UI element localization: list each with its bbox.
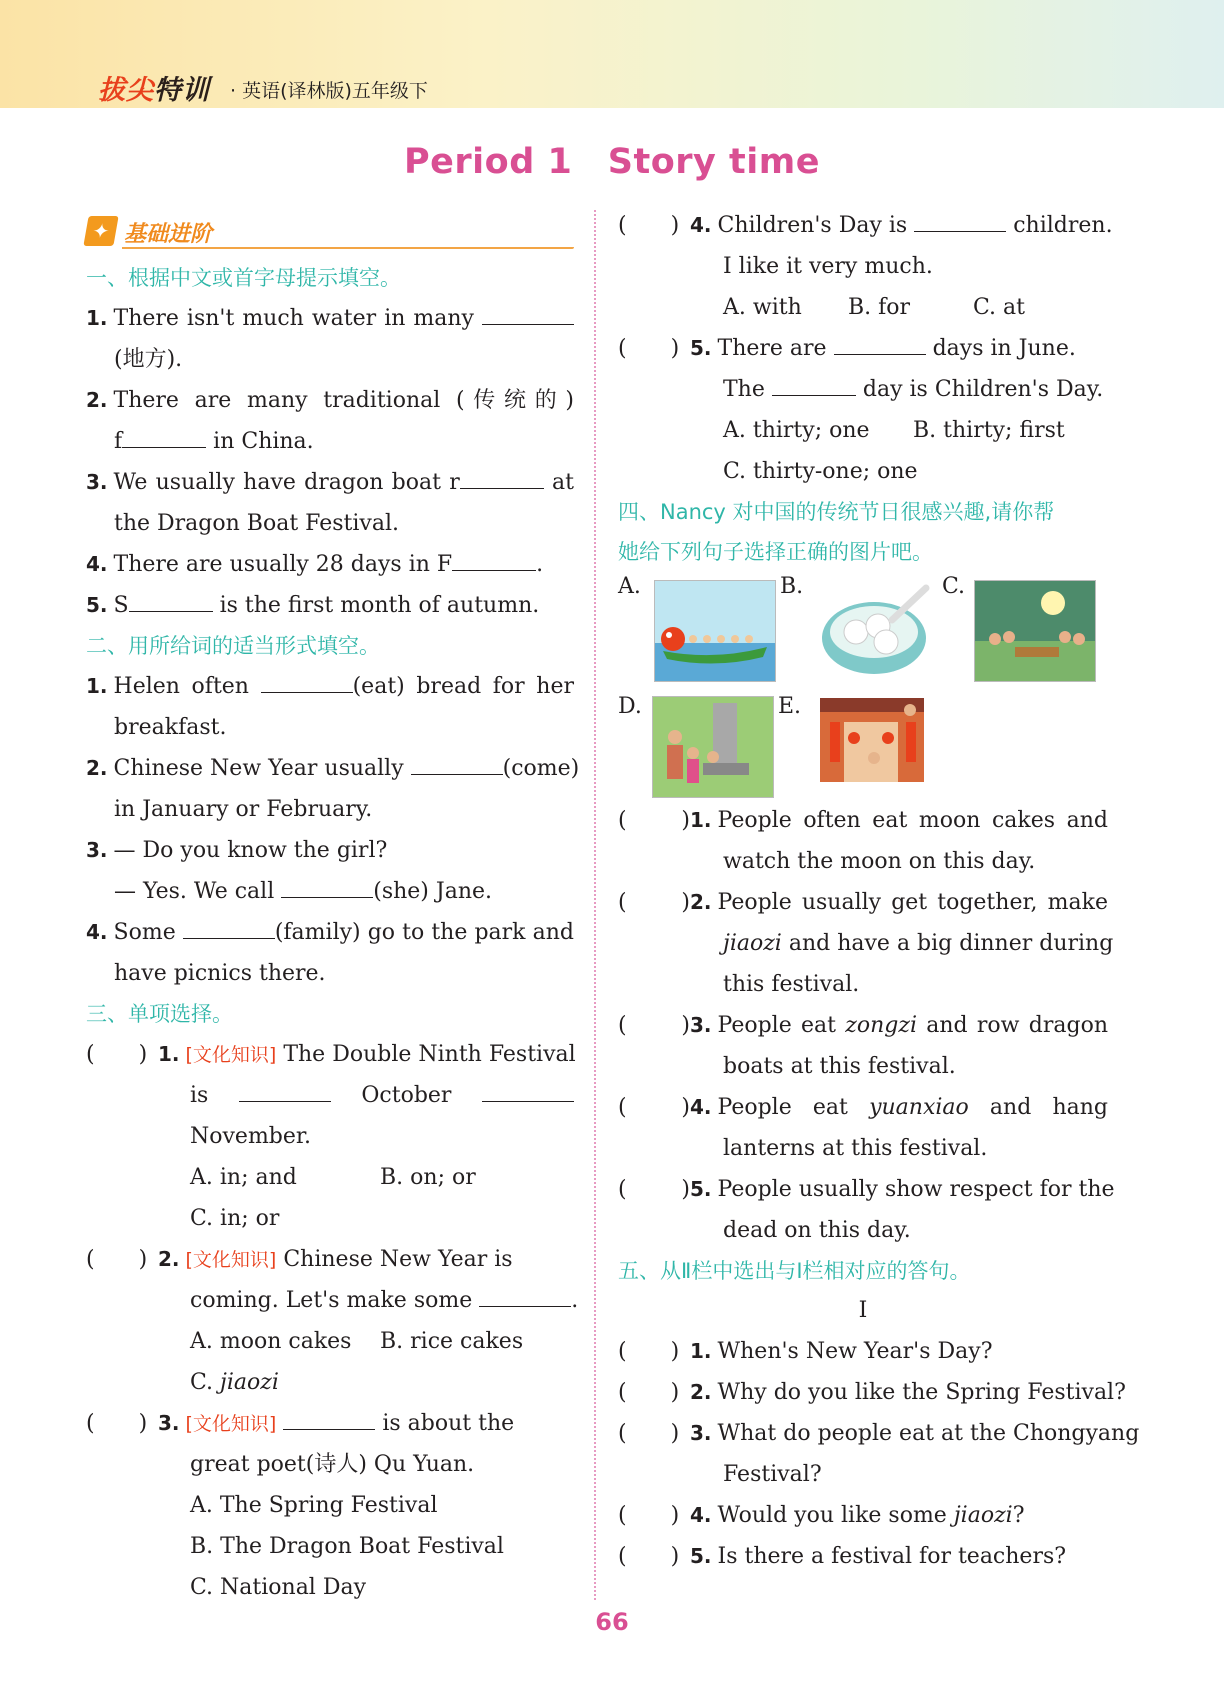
- section-3-heading: 三、单项选择。: [86, 1002, 233, 1026]
- section-4-heading-1: 四、Nancy 对中国的传统节日很感兴趣,请你帮: [618, 500, 1055, 524]
- section-4-heading-2: 她给下列句子选择正确的图片吧。: [618, 540, 933, 564]
- page-title: Period 1 Story time: [404, 142, 820, 182]
- answer-blank[interactable]: [411, 754, 503, 775]
- s4-q1: ( )1. People often eat moon cakes and: [618, 808, 1108, 833]
- festival-pictures: A. B. C. D. E.: [618, 572, 1108, 800]
- answer-blank[interactable]: [183, 918, 275, 939]
- answer-blank[interactable]: [479, 1286, 571, 1307]
- s5-q4: ( ) 4. Would you like some jiaozi?: [618, 1503, 1025, 1528]
- s5-q1: ( ) 1. When's New Year's Day?: [618, 1339, 993, 1364]
- answer-blank[interactable]: [452, 550, 536, 571]
- right-column: ( ) 4. Children's Day is children. I like it very much. A. with B. for C. at ( ) 5. There are days in June. The day is Children's Day. A. thirty; one B. thirty; first C. thirty-one; one 四、Nancy 对中国的传统节日很感兴趣,请你帮 她给下列句子选择正确的图片吧。 A. B. C. D. E. ( )1. People often eat moon cakes and watch the moon on this day. ( )2. People usually get together, make jiaozi and have a big dinner during this festival. ( )3. People eat zongzi and row dragon boats at this festival. ( )4. People eat yuanxiao and hang lanterns at this festival. ( )5. People usually show respect for the dead on this day. 五、从Ⅱ栏中选出与Ⅰ栏相对应的答句。 Ⅰ ( ) 1. When's New Year's Day? ( ) 2. Why do you like the Spring Festival? ( ) 3. What do people eat at the Chongyang Festival? ( ) 4. Would you like some jiaozi? ( ) 5. Is there a festival for teachers?: [618, 205, 1108, 1577]
- section-2-heading: 二、用所给词的适当形式填空。: [86, 634, 380, 658]
- mid-autumn-picture: [974, 580, 1096, 682]
- s5-q3: ( ) 3. What do people eat at the Chongyang: [618, 1421, 1140, 1446]
- s2-q4: 4. Some (family) go to the park and: [86, 920, 574, 945]
- s2-q1: 1. Helen often (eat) bread for her: [86, 674, 574, 699]
- dragon-boat-picture: [654, 580, 776, 682]
- section-5-heading: 五、从Ⅱ栏中选出与Ⅰ栏相对应的答句。: [618, 1259, 971, 1283]
- left-column: ✦ 基础进阶 一、根据中文或首字母提示填空。 1. There isn't much water in many (地方). 2. There are many traditional (传统的) f in China. 3. We usually have dragon boat r at the Dragon Boat Festival. 4. There are usually 28 days in F . 5. S is the first month of autumn. 二、用所给词的适当形式填空。 1. Helen often (eat) bread for her breakfast. 2. Chinese New Year usually (come) in January or February. 3. — Do you know the girl? — Yes. We call (she) Jane. 4. Some (family) go to the park and have picnics there. 三、单项选择。 ( ) 1. [文化知识] The Double Ninth Festival is October November. A. in; and B. on; or C. in; or ( ) 2. [文化知识] Chinese New Year is coming. Let's make some . A. moon cakes B. rice cakes C. jiaozi ( ) 3. [文化知识] is about the great poet(诗人) Qu Yuan. A. The Spring Festival B. The Dragon Boat Festival C. National Day: [86, 212, 574, 1608]
- answer-blank[interactable]: [834, 334, 926, 355]
- running-man-icon: ✦: [83, 216, 118, 246]
- section-banner: ✦ 基础进阶: [86, 212, 574, 250]
- answer-blank[interactable]: [129, 591, 213, 612]
- s1-q2: 2. There are many traditional (传统的): [86, 388, 574, 413]
- s3-q2: ( ) 2. [文化知识] Chinese New Year is: [86, 1247, 513, 1272]
- s3-q3: ( ) 3. [文化知识] is about the: [86, 1411, 515, 1436]
- s2-q3: 3. — Do you know the girl?: [86, 838, 388, 863]
- answer-blank[interactable]: [482, 304, 574, 325]
- answer-blank[interactable]: [914, 211, 1006, 232]
- answer-blank[interactable]: [460, 468, 544, 489]
- answer-blank[interactable]: [482, 1081, 574, 1102]
- s1-q3: 3. We usually have dragon boat r at: [86, 470, 574, 495]
- book-subtitle: · 英语(译林版)五年级下: [230, 80, 428, 102]
- column-one-label: Ⅰ: [858, 1298, 868, 1323]
- column-divider: [594, 210, 596, 1600]
- brand-logo: 拔尖特训: [98, 75, 210, 106]
- s4-q3: ( )3. People eat zongzi and row dragon: [618, 1013, 1108, 1038]
- answer-blank[interactable]: [283, 1409, 375, 1430]
- s5-q5: ( ) 5. Is there a festival for teachers?: [618, 1544, 1067, 1569]
- spring-festival-picture: [814, 688, 934, 788]
- answer-blank[interactable]: [281, 877, 373, 898]
- s4-q2: ( )2. People usually get together, make: [618, 890, 1108, 915]
- s2-q2: 2. Chinese New Year usually (come): [86, 756, 580, 781]
- yuanxiao-bowl-picture: [816, 580, 936, 680]
- page-number: 66: [595, 1608, 629, 1636]
- s4-q5: ( )5. People usually show respect for the: [618, 1177, 1115, 1202]
- answer-blank[interactable]: [772, 375, 856, 396]
- s4-q4: ( )4. People eat yuanxiao and hang: [618, 1095, 1108, 1120]
- s1-q1: 1. There isn't much water in many: [86, 298, 574, 339]
- s3-q1: ( ) 1. [文化知识] The Double Ninth Festival: [86, 1042, 576, 1067]
- s3-q5: ( ) 5. There are days in June.: [618, 336, 1076, 361]
- answer-blank[interactable]: [122, 427, 206, 448]
- tomb-sweeping-picture: [652, 696, 774, 798]
- s1-q4: 4. There are usually 28 days in F .: [86, 552, 544, 577]
- answer-blank[interactable]: [261, 672, 353, 693]
- s5-q2: ( ) 2. Why do you like the Spring Festival?: [618, 1380, 1126, 1405]
- section-1-heading: 一、根据中文或首字母提示填空。: [86, 266, 401, 290]
- answer-blank[interactable]: [239, 1081, 331, 1102]
- s1-q5: 5. S is the first month of autumn.: [86, 593, 540, 618]
- s3-q4: ( ) 4. Children's Day is children.: [618, 213, 1113, 238]
